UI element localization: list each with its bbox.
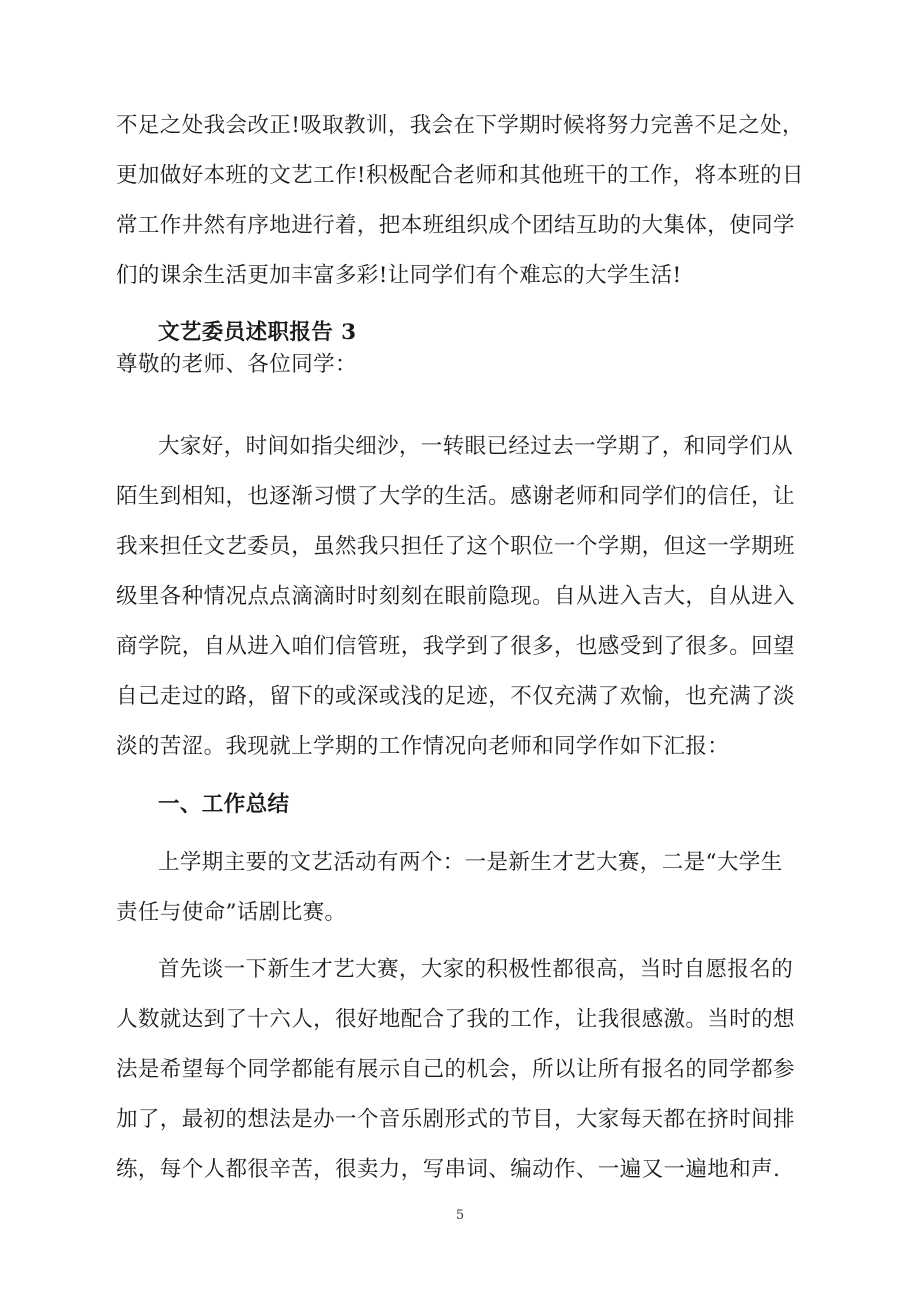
page-number: 5 bbox=[455, 1208, 465, 1223]
paragraph-line: 大家好，时间如指尖细沙，一转眼已经过去一学期了，和同学们从 bbox=[158, 434, 794, 459]
paragraph-line: 我来担任文艺委员，虽然我只担任了这个职位一个学期，但这一学期班 bbox=[116, 534, 795, 559]
paragraph-line: 更加做好本班的文艺工作!积极配合老师和其他班干的工作，将本班的日 bbox=[116, 163, 804, 188]
paragraph-line: 陌生到相知，也逐渐习惯了大学的生活。感谢老师和同学们的信任，让 bbox=[116, 484, 795, 509]
section-heading: 一、工作总结 bbox=[158, 792, 290, 817]
paragraph-line: 练，每个人都很辛苦，很卖力，写串词、编动作、一遍又一遍地和声. bbox=[116, 1157, 781, 1182]
paragraph-line: 自己走过的路，留下的或深或浅的足迹，不仅充满了欢愉，也充满了淡 bbox=[116, 684, 795, 709]
paragraph-line: 们的课余生活更加丰富多彩!让同学们有个难忘的大学生活! bbox=[116, 263, 682, 288]
salutation: 尊敬的老师、各位同学： bbox=[116, 352, 357, 377]
paragraph-line: 首先谈一下新生才艺大赛，大家的积极性都很高，当时自愿报名的 bbox=[158, 957, 794, 982]
paragraph-line: 加了，最初的想法是办一个音乐剧形式的节目，大家每天都在挤时间排 bbox=[116, 1107, 795, 1132]
paragraph-line: 淡的苦涩。我现就上学期的工作情况向老师和同学作如下汇报： bbox=[116, 734, 730, 759]
paragraph-line: 常工作井然有序地进行着，把本班组织成个团结互助的大集体，使同学 bbox=[116, 213, 795, 238]
paragraph-line: 上学期主要的文艺活动有两个：一是新生才艺大赛，二是“大学生 bbox=[158, 850, 783, 875]
paragraph-line: 不足之处我会改正!吸取教训，我会在下学期时候将努力完善不足之处， bbox=[116, 113, 804, 138]
paragraph-line: 法是希望每个同学都能有展示自己的机会，所以让所有报名的同学都参 bbox=[116, 1057, 795, 1082]
paragraph-line: 商学院，自从进入咱们信管班，我学到了很多，也感受到了很多。回望 bbox=[116, 634, 795, 659]
paragraph-line: 责任与使命”话剧比赛。 bbox=[116, 900, 347, 925]
paragraph-line: 人数就达到了十六人，很好地配合了我的工作，让我很感激。当时的想 bbox=[116, 1007, 795, 1032]
paragraph-line: 级里各种情况点点滴滴时时刻刻在眼前隐现。自从进入吉大，自从进入 bbox=[116, 584, 795, 609]
section-title: 文艺委员述职报告 3 bbox=[158, 320, 357, 345]
